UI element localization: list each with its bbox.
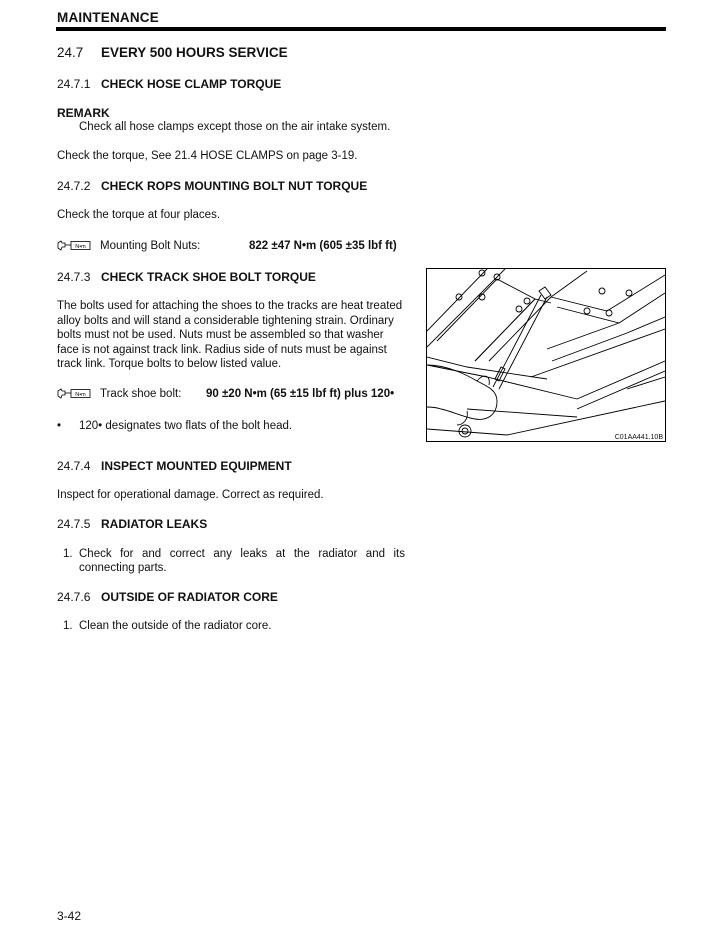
list-item-text: connecting parts. bbox=[79, 562, 167, 574]
bullet-text: 120• designates two flats of the bolt head. bbox=[79, 420, 293, 432]
paragraph: Check the torque, See 21.4 HOSE CLAMPS on page 3-19. bbox=[57, 150, 358, 162]
torque-icon-label: N•m bbox=[75, 392, 86, 398]
paragraph-line: alloy bolts and will stand a considerable tightening strain. Ordinary bbox=[57, 314, 394, 327]
spec-label: Mounting Bolt Nuts: bbox=[100, 240, 201, 252]
paragraph-line: bolts must not be used. Nuts must be assembled so that washer bbox=[57, 329, 384, 341]
paragraph-line: track link. Torque bolts to below listed value. bbox=[57, 358, 282, 370]
torque-spec-row bbox=[57, 387, 407, 401]
remark-text: Check all hose clamps except those on the air intake system. bbox=[79, 121, 391, 133]
page-number: 3-42 bbox=[57, 909, 82, 923]
spec-label: Track shoe bolt: bbox=[100, 388, 182, 400]
torque-wrench-icon bbox=[57, 388, 91, 399]
paragraph bbox=[57, 299, 405, 372]
subsection-heading bbox=[57, 270, 316, 284]
subsection-number: 24.7.1 bbox=[57, 77, 91, 91]
section-heading bbox=[57, 45, 288, 60]
torque-icon-label: N•m bbox=[75, 244, 86, 250]
subsection-title: RADIATOR LEAKS bbox=[101, 517, 208, 531]
torque-wrench-icon bbox=[57, 240, 91, 251]
subsection-number: 24.7.6 bbox=[57, 590, 91, 604]
subsection-title: INSPECT MOUNTED EQUIPMENT bbox=[101, 459, 292, 473]
figure-code: C01AA441.10B bbox=[614, 434, 663, 441]
header-rule bbox=[56, 27, 666, 31]
bullet-marker: • bbox=[57, 420, 62, 432]
subsection-number: 24.7.2 bbox=[57, 179, 91, 193]
list-item-number: 1. bbox=[63, 548, 73, 560]
section-number: 24.7 bbox=[57, 45, 84, 60]
subsection-number: 24.7.3 bbox=[57, 270, 91, 284]
header-title: MAINTENANCE bbox=[57, 10, 159, 25]
subsection-title: CHECK ROPS MOUNTING BOLT NUT TORQUE bbox=[101, 179, 368, 193]
subsection-heading bbox=[57, 179, 367, 193]
paragraph: Check the torque at four places. bbox=[57, 209, 221, 221]
subsection-heading bbox=[57, 517, 207, 531]
track-shoe-illustration bbox=[427, 269, 665, 441]
remark-label: REMARK bbox=[57, 106, 110, 120]
subsection-title: OUTSIDE OF RADIATOR CORE bbox=[101, 590, 278, 604]
track-shoe-figure bbox=[426, 268, 666, 442]
paragraph-line: face is not against track link. Radius side of nuts must be against bbox=[57, 343, 387, 356]
subsection-number: 24.7.5 bbox=[57, 517, 91, 531]
subsection-heading bbox=[57, 77, 281, 91]
spec-value: 90 ±20 N•m (65 ±15 lbf ft) plus 120• bbox=[206, 388, 395, 400]
subsection-heading bbox=[57, 590, 278, 604]
subsection-heading bbox=[57, 459, 292, 473]
subsection-number: 24.7.4 bbox=[57, 459, 91, 473]
spec-value: 822 ±47 N•m (605 ±35 lbf ft) bbox=[249, 240, 397, 252]
list-item-text: Clean the outside of the radiator core. bbox=[79, 620, 272, 632]
torque-spec-row bbox=[57, 239, 407, 253]
paragraph-line: The bolts used for attaching the shoes to the tracks are heat treated bbox=[57, 300, 403, 312]
subsection-title: CHECK HOSE CLAMP TORQUE bbox=[101, 77, 282, 91]
paragraph: Inspect for operational damage. Correct as required. bbox=[57, 489, 324, 501]
section-title: EVERY 500 HOURS SERVICE bbox=[101, 45, 288, 60]
list-item-number: 1. bbox=[63, 620, 73, 632]
subsection-title: CHECK TRACK SHOE BOLT TORQUE bbox=[101, 270, 316, 284]
list-item-text: Check for and correct any leaks at the radiator and its bbox=[79, 548, 405, 560]
